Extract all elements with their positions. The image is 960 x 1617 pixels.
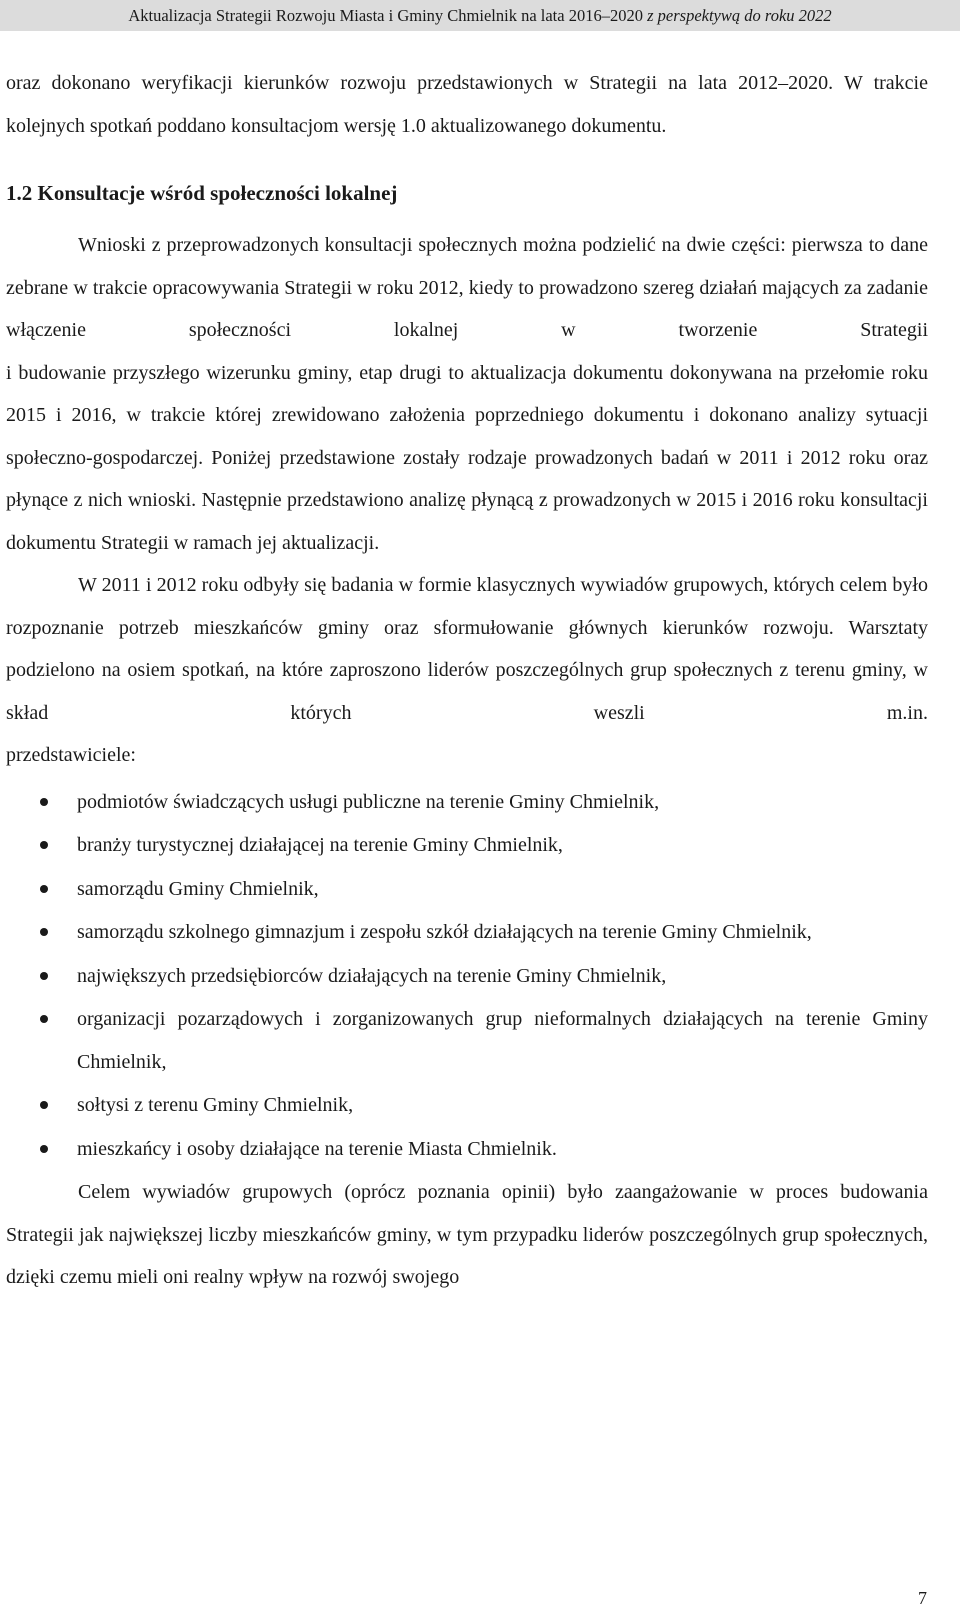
bullet-icon: [40, 1015, 48, 1023]
list-item: [6, 868, 928, 911]
list-item: [6, 1128, 928, 1171]
list-item-text: sołtysi z terenu Gminy Chmielnik,: [77, 1094, 354, 1116]
paragraph-consultations-stages: i budowanie przyszłego wizerunku gminy, etap drugi to aktualizacja dokumentu dokonywana na przełomie roku 2015 i 2016, w trakcie której zrewidowano założenia poprzedniego dokumentu i dokonano analizy sytuacji społeczno-gospodarczej. Poniżej przedstawione zostały rodzaje prowadzonych badań w 2011 i 2012 roku oraz płynące z nich wnioski. Następnie przedstawiono analizę płynącą z prowadzonych w 2015 i 2016 roku konsultacji dokumentu Strategii w ramach jej aktualizacji.: [6, 361, 928, 554]
paragraph-workshops-tail: przedstawiciele:: [6, 744, 136, 766]
bullet-icon: [40, 972, 48, 980]
paragraph-workshops: W 2011 i 2012 roku odbyły się badania w formie klasycznych wywiadów grupowych, których celem było rozpoznanie potrzeb mieszkańców gminy oraz sformułowanie głównych kierunków rozwoju. Warsztaty podzielono na osiem spotkań, na które zaproszono liderów poszczególnych grup społecznych z terenu gminy, w skład których weszli m.in.: [6, 574, 928, 724]
list-item-text: samorządu szkolnego gimnazjum i zespołu szkół działających na terenie Gminy Chmielnik,: [77, 921, 812, 943]
bullet-icon: [40, 885, 48, 893]
list-item-text: branży turystycznej działającej na terenie Gminy Chmielnik,: [77, 834, 563, 856]
participants-list: [6, 781, 928, 1171]
bullet-icon: [40, 798, 48, 806]
list-item-text: podmiotów świadczących usługi publiczne na terenie Gminy Chmielnik,: [77, 790, 660, 813]
section-heading: 1.2 Konsultacje wśród społeczności lokalnej: [6, 181, 398, 205]
paragraph-group-interviews-goal: Celem wywiadów grupowych (oprócz poznania opinii) było zaangażowanie w proces budowania Strategii jak największej liczby mieszkańców gminy, w tym przypadku liderów poszczególnych grup społecznych, dzięki czemu mieli oni realny wpływ na rozwój swojego: [6, 1181, 928, 1288]
list-item: [6, 824, 928, 867]
list-item-text: mieszkańcy i osoby działające na terenie Miasta Chmielnik.: [77, 1137, 557, 1160]
list-item-text: samorządu Gminy Chmielnik,: [77, 877, 319, 900]
list-item: [6, 911, 928, 954]
page-number: 7: [918, 1588, 927, 1608]
bullet-icon: [40, 841, 48, 849]
header-title-italic: z perspektywą do roku 2022: [647, 6, 832, 25]
list-item: [6, 955, 928, 998]
page-header: [0, 0, 960, 31]
bullet-icon: [40, 1101, 48, 1109]
list-item: [6, 1084, 928, 1127]
list-item: [6, 781, 928, 824]
paragraph-consultations-intro: Wnioski z przeprowadzonych konsultacji społecznych można podzielić na dwie części: pierwsza to dane zebrane w trakcie opracowywania Strategii w roku 2012, kiedy to prowadzono szereg działań mających za zadanie włączenie społeczności lokalnej w tworzenie Strategii: [6, 234, 928, 341]
list-item-text: największych przedsiębiorców działających na terenie Gminy Chmielnik,: [77, 964, 667, 987]
header-title: Aktualizacja Strategii Rozwoju Miasta i Gminy Chmielnik na lata 2016–2020: [128, 6, 648, 25]
bullet-icon: [40, 1145, 48, 1153]
document-body: [6, 62, 928, 1299]
bullet-icon: [40, 928, 48, 936]
list-item: [6, 998, 928, 1083]
list-item-text: organizacji pozarządowych i zorganizowanych grup nieformalnych działających na terenie Gminy Chmielnik,: [77, 1008, 928, 1073]
intro-paragraph: oraz dokonano weryfikacji kierunków rozwoju przedstawionych w Strategii na lata 2012–2020. W trakcie kolejnych spotkań poddano konsultacjom wersję 1.0 aktualizowanego dokumentu.: [6, 72, 928, 137]
